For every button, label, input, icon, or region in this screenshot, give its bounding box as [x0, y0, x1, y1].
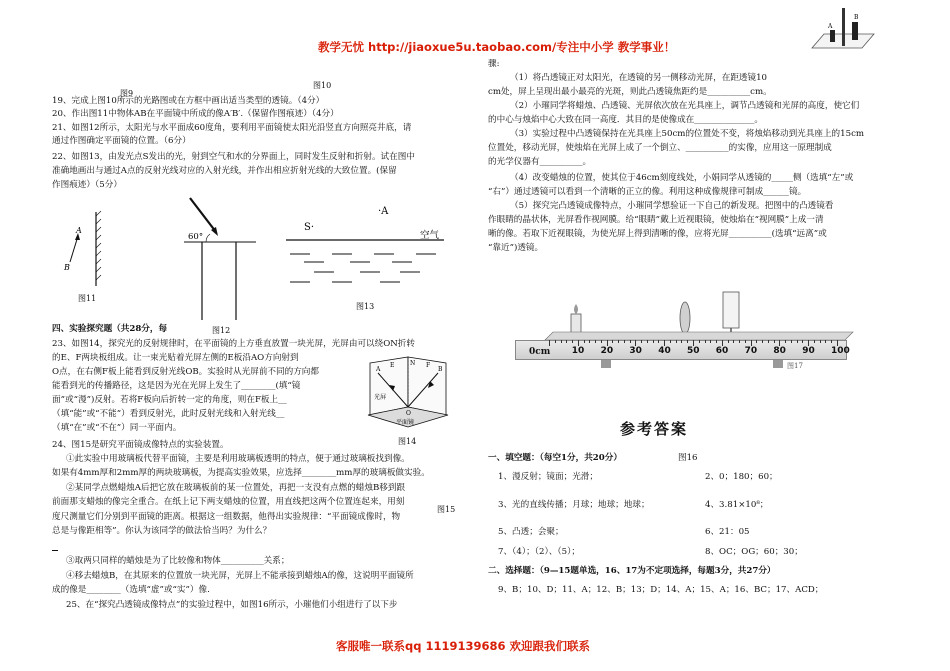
fig14-label-mirror: 平面镜: [396, 419, 415, 426]
ruler-tick: [555, 340, 556, 343]
q25-step4-line2: “右”）通过透镜可以看到一个清晰的正立的像。利用这种成像规律可制成______镜。: [488, 187, 807, 197]
ruler-tick: [687, 340, 688, 343]
q23-line1: 23、如图14，探究光的反射规律时，在平面镜的上方垂直放置一块光屏，光屏由可以绕ON折转: [52, 339, 415, 349]
svg-text:B: B: [854, 14, 859, 21]
q24-line2: ①此实验中用玻璃板代替平面镜，主要是利用玻璃板透明的特点，便于通过玻璃板找到像。: [66, 454, 410, 464]
ruler-tick: [705, 340, 706, 343]
ruler-tick: [589, 340, 590, 343]
ruler-tick: [670, 340, 671, 343]
q21-line2: 通过作图确定平面镜的位置。（6分）: [52, 136, 191, 146]
ruler-tick: [802, 340, 803, 343]
q25-step3-line3: 的光学仪器有__________。: [488, 157, 592, 167]
choice-answers: 9、B；10、D；11、A；12、B；13；D；14、A；15、A；16、BC；17、ACD；: [498, 585, 824, 595]
q23-line3: O点，在右侧F板上能看到反射光线OB。实验时从光屏前不同的方向都: [52, 367, 319, 377]
q25-step1-line1: （1）将凸透镜正对太阳光，在透镜的另一侧移动光屏，在距透镜10: [510, 73, 768, 83]
q22-line1: 22、如图13，由发光点S发出的光，射到空气和水的分界面上，同时发生反射和折射。试在图中: [52, 152, 415, 162]
q25-step5-line3: 晰的像。若取下近视眼镜，为使光屏上得到清晰的像，应将光屏__________(选填“远离”或: [488, 229, 827, 239]
fig11-caption: 图11: [78, 294, 97, 303]
q25-step2-line1: （2）小璀同学将蜡烛、凸透镜、光屏依次放在光具座上，调节凸透镜和光屏的高度，使它们: [510, 101, 860, 111]
ruler-ticks: [515, 340, 850, 358]
answer-6: 6、21：05: [705, 527, 750, 537]
ruler-number: 30: [629, 346, 642, 356]
answer-7: 7、（4）；（2）、（5）；: [498, 547, 581, 557]
answer-5: 5、凸透；会聚；: [498, 527, 564, 537]
q23-line6: （填“能”或“不能”）看到反射光，此时反射光线和入射光线__: [52, 409, 285, 419]
fig11-diagram: [60, 200, 140, 292]
ruler-tick: [768, 340, 769, 343]
q25-step5-line1: （5）探究完凸透镜成像特点，小璀同学想验证一下自己的新发现。把图中的凸透镜看: [510, 201, 834, 211]
q22-line2: 准确地画出与通过A点的反射光线对应的入射光线，并作出相应折射光线的大致位置。(保留: [52, 166, 397, 176]
q23-line4: 能看到光的传播路径，这是因为光在光屏上发生了________(填“镜: [52, 381, 301, 391]
q25-step3-line2: 位置处，移动光屏，使烛焰在光屏上成了一个倒立、__________的实像，应用这一原理制成: [488, 143, 832, 153]
fig12-diagram: [180, 196, 260, 326]
fig17-caption: 图17: [787, 362, 803, 370]
q24-line3: 如果有4mm厚和2mm厚的两块玻璃板，为提高实验效果，应选择________mm厚的玻璃板做实验。: [52, 468, 430, 478]
fig12-angle-label: 60°: [188, 232, 204, 242]
q23-line2: 的E、F两块板组成。让一束光贴着光屏左侧的E板沿AO方向射到: [52, 353, 299, 363]
q24-line8: ③取两只同样的蜡烛是为了比较像和物体__________关系；: [66, 556, 290, 566]
answer-3: 3、光的直线传播；月球；地球；地球；: [498, 500, 650, 510]
ruler-tick: [658, 340, 659, 343]
fig14-label-o: O: [406, 410, 411, 417]
ruler-tick: [745, 340, 746, 343]
ruler-tick: [825, 340, 826, 343]
q25-step4-line1: （4）改变蜡烛的位置，使其位于46cm刻度线处，小娟同学从透镜的_____侧（选填“左”或: [510, 173, 854, 183]
q23-line5: 面”或“漫”)反射。若将F板向后折转一定的角度，则在F板上__: [52, 395, 287, 405]
ruler-tick: [584, 340, 585, 343]
q21-line1: 21、如图12所示，太阳光与水平面成60度角，要利用平面镜使太阳光沿竖直方向照亮井底，请: [52, 123, 412, 133]
q25-step5-line2: 作眼睛的晶状体，光屏看作视网膜。给“眼睛”戴上近视眼镜，使烛焰在“视网膜”上成一清: [488, 215, 824, 225]
ruler-tick: [572, 340, 573, 343]
q25-step3-line1: （3）实验过程中凸透镜保持在光具座上50cm的位置处不变，将烛焰移动到光具座上的15cm: [510, 129, 865, 139]
optical-bench-figure: [505, 282, 855, 370]
q25-step5-line4: “靠近”)透镜。: [488, 243, 544, 253]
ruler-tick: [814, 340, 815, 343]
ruler-number: 50: [687, 346, 700, 356]
fig9-caption: 图9: [120, 89, 134, 98]
ruler-tick: [549, 340, 550, 346]
ruler-number: 90: [802, 346, 815, 356]
ruler-tick: [774, 340, 775, 343]
answer-8: 8、OC；OG；60；30；: [705, 547, 803, 557]
section4-title: 四、实验探究题（共28分，每: [52, 324, 168, 334]
q24-line5: 前面那支蜡烛的像完全重合。在纸上记下两支蜡烛的位置，用直线把这两个位置连起来，用刻: [52, 497, 405, 507]
ruler-number: 40: [658, 346, 671, 356]
choice-heading: 二、选择题：（9—15题单选，16、17为不定项选择，每题3分，共27分）: [488, 566, 776, 576]
fig11-label-b: B: [64, 263, 70, 272]
ruler-tick: [820, 340, 821, 343]
answer-title: 参考答案: [620, 420, 689, 438]
ruler-tick: [681, 340, 682, 343]
ruler-tick: [791, 340, 792, 343]
q24-line1: 24、图15是研究平面镜成像特点的实验装置。: [52, 440, 229, 450]
ruler-tick: [630, 340, 631, 343]
answer-2: 2、0；180；60；: [705, 472, 778, 482]
fig14-label-b: B: [438, 366, 443, 373]
bottom-banner: 客服唯一联系qq 1119139686 欢迎跟我们联系: [336, 639, 590, 653]
fig13-diagram: [280, 198, 450, 308]
fig11-label-a: A: [76, 226, 82, 235]
answer-1: 1、漫反射；镜面；光滑；: [498, 472, 598, 482]
fig14-label-screen: 光屏: [374, 394, 387, 401]
fig14-label-f: F: [426, 362, 431, 369]
fig14-label-e: E: [390, 362, 395, 369]
fig13-caption: 图13: [356, 302, 375, 311]
ruler-number: 10: [571, 346, 585, 356]
ruler-number: 70: [744, 346, 758, 356]
ruler-number: 20: [600, 346, 614, 356]
fig14-label-n: N: [410, 360, 416, 367]
q22-line3: 作图痕迹）（5分）: [52, 180, 122, 190]
ruler-tick: [676, 340, 677, 343]
q24-line7: 总是与像距相等”。你认为该同学的做法恰当吗？为什么？: [52, 526, 272, 536]
fig13-label-air: 空气: [420, 230, 440, 241]
fig15-caption: 图15: [437, 505, 456, 514]
ruler-tick: [710, 340, 711, 343]
ruler-tick: [641, 340, 642, 343]
fig14-caption: 图14: [398, 437, 417, 446]
ruler-tick: [595, 340, 596, 343]
q25-step2-line2: 的中心与烛焰中心大致在同一高度．其目的是使像成在______________。: [488, 115, 764, 125]
fig14-diagram: [368, 355, 450, 433]
ruler-zero-label: 0cm: [529, 347, 551, 357]
q19: 19、完成上图10所示的光路图或在方框中画出适当类型的透镜。（4分）: [52, 96, 325, 106]
ruler-tick: [699, 340, 700, 343]
ruler-tick: [601, 340, 602, 343]
ruler-tick: [756, 340, 757, 343]
fill-heading: 一、填空题：（每空1分，共20分）: [488, 453, 622, 463]
answer-blank-line: [52, 550, 58, 551]
q25-step-heading: 骤:: [488, 59, 500, 69]
q25-line1: 25、在“探究凸透镜成像特点”的实验过程中，如图16所示，小璀他们小组进行了以下步: [66, 600, 398, 610]
ruler-tick: [733, 340, 734, 343]
ruler-number: 60: [715, 346, 729, 356]
top-right-candle-figure: [808, 4, 878, 59]
fig13-label-a: ·A: [378, 206, 389, 217]
svg-text:A: A: [828, 23, 833, 30]
ruler-tick: [566, 340, 567, 343]
q25-step1-line2: cm处，屏上呈现出最小最亮的光斑，则此凸透镜焦距约是__________cm。: [488, 87, 772, 97]
answer-4: 4、3.81×10⁸；: [705, 500, 769, 510]
ruler-number: 100: [831, 346, 850, 356]
fig13-label-s: S·: [304, 222, 315, 233]
ruler-tick: [653, 340, 654, 343]
ruler-tick: [647, 340, 648, 343]
ruler-tick: [612, 340, 613, 343]
ruler-tick: [624, 340, 625, 343]
ruler-tick: [797, 340, 798, 343]
ruler-tick: [831, 340, 832, 343]
fig14-label-a: A: [376, 366, 381, 373]
ruler-tick: [618, 340, 619, 343]
fig12-caption: 图12: [212, 326, 231, 335]
ruler-tick: [728, 340, 729, 343]
ruler-tick: [561, 340, 562, 343]
q24-line10: 成的像是________（选填“虚”或“实”）像.: [52, 585, 210, 595]
ruler-tick: [785, 340, 786, 343]
ruler-tick: [716, 340, 717, 343]
q20: 20、作出图11中物体AB在平面镜中所成的像A′B′.（保留作图痕迹）（4分）: [52, 109, 339, 119]
ruler-number: 80: [773, 346, 786, 356]
fig16-caption: 图16: [678, 453, 698, 463]
q24-line6: 度尺测量它们分别到平面镜的距离。根据这一组数据，他得出实验规律：“平面镜成像时，物: [52, 512, 401, 522]
q24-line9: ④移去蜡烛B，在其原来的位置放一块光屏，光屏上不能承接到蜡烛A的像，这说明平面镜所: [66, 571, 414, 581]
top-banner: 教学无忧 http://jiaoxue5u.taobao.com/专注中小学 教学事业！: [318, 40, 676, 54]
q24-line4: ②某同学点燃蜡烛A后把它放在玻璃板前的某一位置处，再把一支没有点燃的蜡烛B移到跟: [66, 483, 406, 493]
fig10-caption: 图10: [313, 81, 332, 90]
ruler-tick: [739, 340, 740, 343]
q23-line7: （填“在”或“不在”）同一平面内。: [52, 423, 182, 433]
ruler-tick: [762, 340, 763, 343]
